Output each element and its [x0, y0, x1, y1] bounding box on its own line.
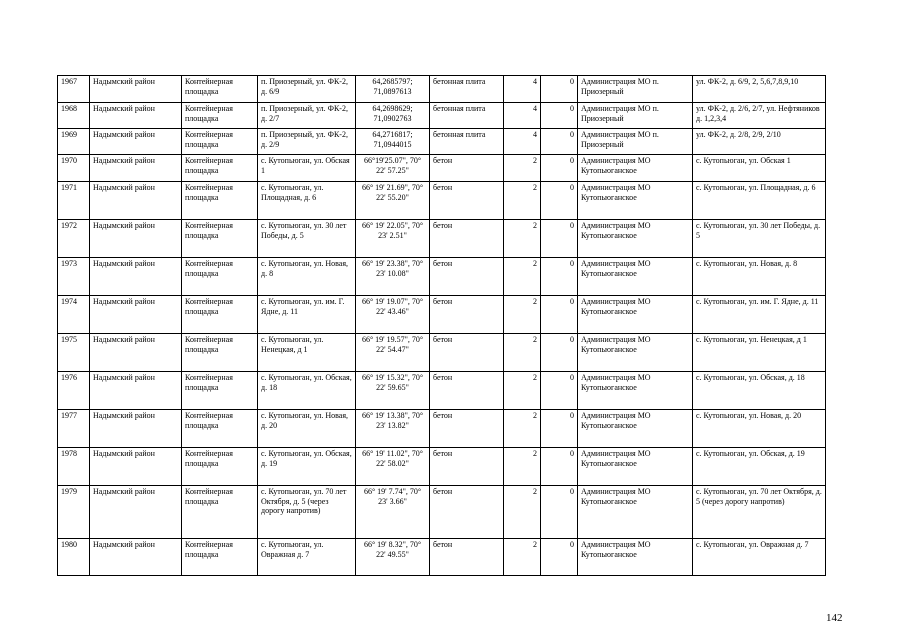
table-row	[58, 486, 826, 539]
cell-site-type: Контейнерная площадка	[182, 486, 258, 539]
table-row	[58, 334, 826, 372]
cell-area: 2	[504, 448, 541, 486]
cell-served-objects: с. Кутопьюган, ул. Площадная, д. 6	[693, 182, 826, 220]
cell-surface: бетон	[430, 448, 504, 486]
cell-coordinates: 66° 19' 7.74", 70° 23' 3.66"	[356, 486, 430, 539]
cell-coordinates: 66° 19' 23.38", 70° 23' 10.08"	[356, 258, 430, 296]
cell-number: 1968	[58, 103, 90, 129]
cell-served-objects: с. Кутопьюган, ул. Новая, д. 20	[693, 410, 826, 448]
cell-served-objects: ул. ФК-2, д. 6/9, 2, 5,6,7,8,9,10	[693, 76, 826, 103]
cell-area: 2	[504, 372, 541, 410]
cell-area: 2	[504, 539, 541, 576]
cell-coordinates: 66° 19' 21.69", 70° 22' 55.20"	[356, 182, 430, 220]
cell-district: Надымский район	[90, 182, 182, 220]
table-row	[58, 296, 826, 334]
cell-site-type: Контейнерная площадка	[182, 129, 258, 155]
table-row	[58, 539, 826, 576]
cell-address: с. Кутопьюган, ул. Ненецкая, д 1	[258, 334, 356, 372]
cell-container-count: 0	[541, 182, 578, 220]
cell-area: 2	[504, 220, 541, 258]
cell-surface: бетон	[430, 539, 504, 576]
cell-served-objects: с. Кутопьюган, ул. Новая, д. 8	[693, 258, 826, 296]
cell-container-count: 0	[541, 372, 578, 410]
cell-district: Надымский район	[90, 296, 182, 334]
cell-number: 1974	[58, 296, 90, 334]
cell-container-count: 0	[541, 76, 578, 103]
cell-district: Надымский район	[90, 103, 182, 129]
cell-owner: Администрация МО п. Приозерный	[578, 103, 693, 129]
register-table	[57, 75, 826, 576]
cell-owner: Администрация МО Кутопьюганское	[578, 486, 693, 539]
cell-number: 1978	[58, 448, 90, 486]
cell-address: с. Кутопьюган, ул. им. Г. Ядне, д. 11	[258, 296, 356, 334]
cell-number: 1980	[58, 539, 90, 576]
cell-owner: Администрация МО Кутопьюганское	[578, 539, 693, 576]
cell-address: с. Кутопьюган, ул. Обская, д. 19	[258, 448, 356, 486]
cell-area: 2	[504, 155, 541, 182]
cell-area: 2	[504, 296, 541, 334]
cell-site-type: Контейнерная площадка	[182, 372, 258, 410]
cell-site-type: Контейнерная площадка	[182, 334, 258, 372]
cell-surface: бетон	[430, 372, 504, 410]
cell-container-count: 0	[541, 410, 578, 448]
cell-served-objects: с. Кутопьюган, ул. 30 лет Победы, д. 5	[693, 220, 826, 258]
cell-owner: Администрация МО Кутопьюганское	[578, 182, 693, 220]
cell-site-type: Контейнерная площадка	[182, 296, 258, 334]
cell-container-count: 0	[541, 296, 578, 334]
cell-surface: бетонная плита	[430, 103, 504, 129]
cell-address: п. Приозерный, ул. ФК-2, д. 6/9	[258, 76, 356, 103]
cell-area: 2	[504, 334, 541, 372]
cell-district: Надымский район	[90, 334, 182, 372]
cell-surface: бетон	[430, 155, 504, 182]
cell-container-count: 0	[541, 155, 578, 182]
cell-coordinates: 64,2685797; 71,0897613	[356, 76, 430, 103]
cell-district: Надымский район	[90, 76, 182, 103]
cell-address: с. Кутопьюган, ул. Новая, д. 8	[258, 258, 356, 296]
cell-address: с. Кутопьюган, ул. 30 лет Победы, д. 5	[258, 220, 356, 258]
cell-served-objects: с. Кутопьюган, ул. Обская 1	[693, 155, 826, 182]
cell-container-count: 0	[541, 539, 578, 576]
cell-number: 1972	[58, 220, 90, 258]
cell-site-type: Контейнерная площадка	[182, 220, 258, 258]
cell-surface: бетон	[430, 486, 504, 539]
cell-owner: Администрация МО Кутопьюганское	[578, 220, 693, 258]
cell-coordinates: 66° 19' 13.38", 70° 23' 13.82"	[356, 410, 430, 448]
table-row	[58, 410, 826, 448]
cell-address: с. Кутопьюган, ул. 70 лет Октября, д. 5 (через дорогу напротив)	[258, 486, 356, 539]
cell-site-type: Контейнерная площадка	[182, 155, 258, 182]
cell-district: Надымский район	[90, 410, 182, 448]
table-row	[58, 448, 826, 486]
table-row	[58, 76, 826, 103]
cell-container-count: 0	[541, 486, 578, 539]
cell-served-objects: с. Кутопьюган, ул. Обская, д. 19	[693, 448, 826, 486]
cell-site-type: Контейнерная площадка	[182, 76, 258, 103]
cell-surface: бетон	[430, 334, 504, 372]
cell-district: Надымский район	[90, 155, 182, 182]
cell-owner: Администрация МО Кутопьюганское	[578, 296, 693, 334]
cell-coordinates: 64,2698629; 71,0902763	[356, 103, 430, 129]
cell-area: 2	[504, 182, 541, 220]
cell-address: с. Кутопьюган, ул. Овражная д. 7	[258, 539, 356, 576]
cell-site-type: Контейнерная площадка	[182, 182, 258, 220]
cell-surface: бетон	[430, 182, 504, 220]
cell-district: Надымский район	[90, 220, 182, 258]
cell-served-objects: с. Кутопьюган, ул. Обская, д. 18	[693, 372, 826, 410]
cell-coordinates: 66° 19' 22.05", 70° 23' 2.51"	[356, 220, 430, 258]
table-row	[58, 372, 826, 410]
cell-district: Надымский район	[90, 448, 182, 486]
cell-coordinates: 66° 19' 19.57", 70° 22' 54.47"	[356, 334, 430, 372]
cell-number: 1975	[58, 334, 90, 372]
cell-coordinates: 66° 19' 15.32", 70° 22' 59.65"	[356, 372, 430, 410]
cell-district: Надымский район	[90, 258, 182, 296]
cell-district: Надымский район	[90, 486, 182, 539]
cell-site-type: Контейнерная площадка	[182, 448, 258, 486]
cell-owner: Администрация МО п. Приозерный	[578, 129, 693, 155]
cell-site-type: Контейнерная площадка	[182, 103, 258, 129]
cell-container-count: 0	[541, 103, 578, 129]
cell-surface: бетон	[430, 410, 504, 448]
cell-number: 1967	[58, 76, 90, 103]
cell-surface: бетонная плита	[430, 76, 504, 103]
cell-coordinates: 66° 19' 8.32", 70° 22' 49.55"	[356, 539, 430, 576]
page-number: 142	[826, 612, 843, 624]
cell-container-count: 0	[541, 258, 578, 296]
cell-served-objects: с. Кутопьюган, ул. им. Г. Ядне, д. 11	[693, 296, 826, 334]
cell-served-objects: с. Кутопьюган, ул. 70 лет Октября, д. 5 (через дорогу напротив)	[693, 486, 826, 539]
cell-number: 1979	[58, 486, 90, 539]
cell-number: 1970	[58, 155, 90, 182]
cell-owner: Администрация МО Кутопьюганское	[578, 410, 693, 448]
cell-address: п. Приозерный, ул. ФК-2, д. 2/7	[258, 103, 356, 129]
cell-address: с. Кутопьюган, ул. Обская 1	[258, 155, 356, 182]
cell-site-type: Контейнерная площадка	[182, 258, 258, 296]
cell-surface: бетон	[430, 258, 504, 296]
cell-coordinates: 66° 19' 11.02", 70° 22' 58.02"	[356, 448, 430, 486]
cell-served-objects: с. Кутопьюган, ул. Овражная д. 7	[693, 539, 826, 576]
cell-address: с. Кутопьюган, ул. Обская, д. 18	[258, 372, 356, 410]
cell-container-count: 0	[541, 129, 578, 155]
cell-number: 1971	[58, 182, 90, 220]
cell-number: 1973	[58, 258, 90, 296]
cell-area: 2	[504, 486, 541, 539]
table-row	[58, 155, 826, 182]
table-row	[58, 258, 826, 296]
cell-owner: Администрация МО Кутопьюганское	[578, 334, 693, 372]
cell-area: 2	[504, 258, 541, 296]
cell-served-objects: с. Кутопьюган, ул. Ненецкая, д 1	[693, 334, 826, 372]
cell-container-count: 0	[541, 220, 578, 258]
cell-surface: бетонная плита	[430, 129, 504, 155]
cell-coordinates: 64,2716817; 71,0944015	[356, 129, 430, 155]
cell-coordinates: 66°19'25.07", 70° 22' 57.25"	[356, 155, 430, 182]
cell-surface: бетон	[430, 296, 504, 334]
cell-number: 1976	[58, 372, 90, 410]
cell-area: 4	[504, 103, 541, 129]
cell-address: с. Кутопьюган, ул. Новая, д. 20	[258, 410, 356, 448]
cell-area: 4	[504, 129, 541, 155]
cell-number: 1969	[58, 129, 90, 155]
cell-owner: Администрация МО Кутопьюганское	[578, 155, 693, 182]
table-row	[58, 220, 826, 258]
cell-district: Надымский район	[90, 539, 182, 576]
cell-owner: Администрация МО Кутопьюганское	[578, 372, 693, 410]
cell-surface: бетон	[430, 220, 504, 258]
cell-coordinates: 66° 19' 19.07", 70° 22' 43.46"	[356, 296, 430, 334]
cell-site-type: Контейнерная площадка	[182, 539, 258, 576]
table-row	[58, 182, 826, 220]
cell-owner: Администрация МО п. Приозерный	[578, 76, 693, 103]
cell-container-count: 0	[541, 448, 578, 486]
register-body	[58, 76, 826, 576]
table-row	[58, 103, 826, 129]
table-row	[58, 129, 826, 155]
cell-served-objects: ул. ФК-2, д. 2/8, 2/9, 2/10	[693, 129, 826, 155]
cell-address: п. Приозерный, ул. ФК-2, д. 2/9	[258, 129, 356, 155]
cell-district: Надымский район	[90, 129, 182, 155]
cell-area: 2	[504, 410, 541, 448]
cell-number: 1977	[58, 410, 90, 448]
cell-owner: Администрация МО Кутопьюганское	[578, 448, 693, 486]
cell-container-count: 0	[541, 334, 578, 372]
cell-district: Надымский район	[90, 372, 182, 410]
cell-served-objects: ул. ФК-2, д. 2/6, 2/7, ул. Нефтяников д. 1,2,3,4	[693, 103, 826, 129]
cell-site-type: Контейнерная площадка	[182, 410, 258, 448]
cell-address: с. Кутопьюган, ул. Площадная, д. 6	[258, 182, 356, 220]
cell-area: 4	[504, 76, 541, 103]
cell-owner: Администрация МО Кутопьюганское	[578, 258, 693, 296]
